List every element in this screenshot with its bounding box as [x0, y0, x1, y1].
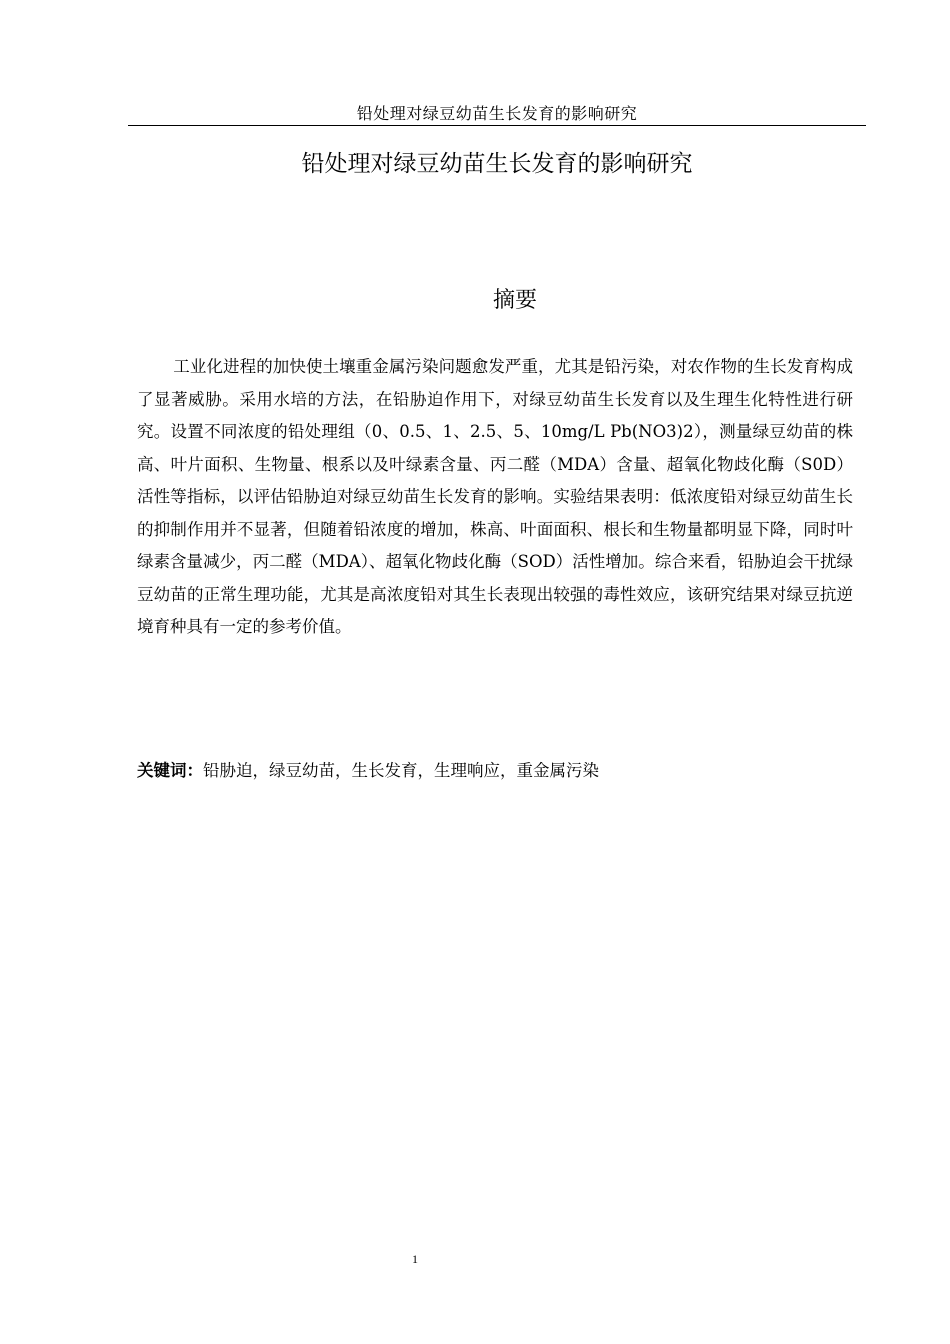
running-header: 铅处理对绿豆幼苗生长发育的影响研究 [356, 104, 638, 123]
header-rule [128, 125, 866, 126]
keywords-label: 关键词： [137, 761, 203, 780]
keywords-line [137, 757, 853, 785]
keywords-text: 铅胁迫，绿豆幼苗，生长发育，生理响应，重金属污染 [203, 761, 599, 780]
page-number: 1 [412, 1252, 418, 1266]
abstract-body: 工业化进程的加快使土壤重金属污染问题愈发严重，尤其是铅污染，对农作物的生长发育构成了显著威胁。采用水培的方法，在铅胁迫作用下，对绿豆幼苗生长发育以及生理生化特性进行研究。设置不同浓度的铅处理组（0、0.5、1、2.5、5、10mg/L Pb(NO3)2），测量绿豆幼苗的株高、叶片面积、生物量、根系以及叶绿素含量、丙二醛（MDA）含量、超氧化物歧化酶（S0D）活性等指标，以评估铅胁迫对绿豆幼苗生长发育的影响。实验结果表明：低浓度铅对绿豆幼苗生长的抑制作用并不显著，但随着铅浓度的增加，株高、叶面面积、根长和生物量都明显下降，同时叶绿素含量减少，丙二醛（MDA）、超氧化物歧化酶（SOD）活性增加。综合来看，铅胁迫会干扰绿豆幼苗的正常生理功能，尤其是高浓度铅对其生长表现出较强的毒性效应，该研究结果对绿豆抗逆境育种具有一定的参考价值。 [137, 357, 853, 636]
abstract-heading: 摘要 [492, 288, 537, 313]
document-title: 铅处理对绿豆幼苗生长发育的影响研究 [301, 151, 693, 177]
